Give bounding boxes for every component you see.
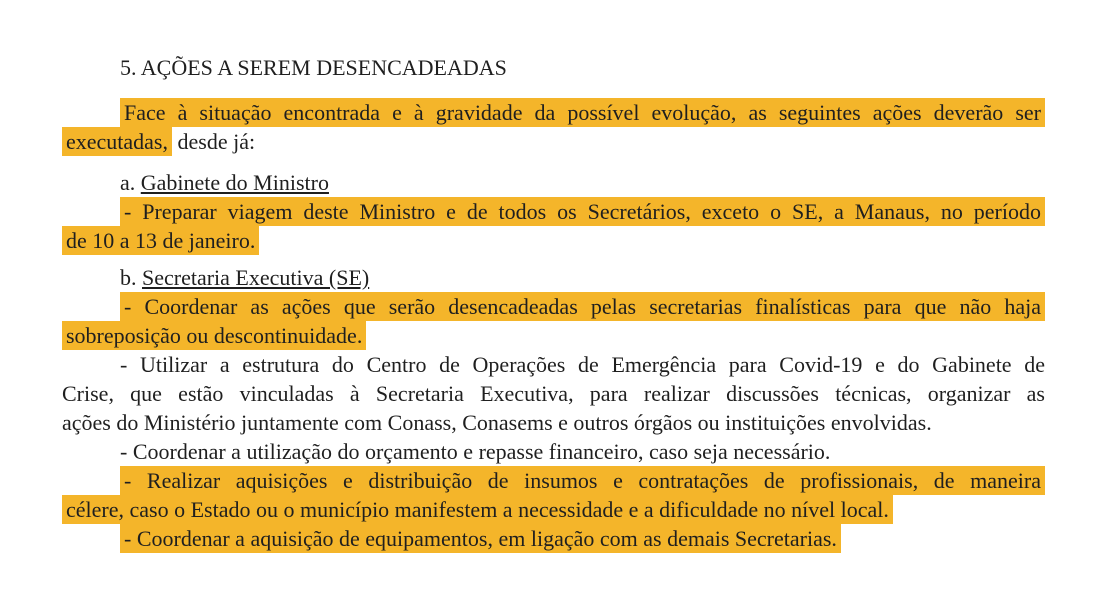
highlighted-text: sobreposição ou descontinuidade. [62,321,366,350]
item-b-line-3 [62,350,1045,379]
underlined-text: Secretaria Executiva (SE) [142,265,370,290]
item-b-line-2 [62,321,1045,350]
item-b-heading [62,263,1045,292]
text-segment: ações do Ministério juntamente com Conass, Conasems e outros órgãos ou instituições envolvidas. [62,410,932,435]
highlighted-text: executadas, [62,127,172,156]
item-b-line-1 [62,292,1045,321]
underlined-text: Gabinete do Ministro [140,170,329,195]
item-a-line-1 [62,197,1045,226]
text-segment: Crise, que estão vinculadas à Secretaria Executiva, para realizar discussões técnicas, organizar as [62,381,1045,406]
item-b-line-6 [62,437,1045,466]
item-b-line-4 [62,379,1045,408]
item-b-line-7 [62,466,1045,495]
highlighted-text: célere, caso o Estado ou o município manifestem a necessidade e a dificuldade no nível local. [62,495,893,524]
highlighted-text: Face à situação encontrada e à gravidade da possível evolução, as seguintes ações deverão ser [120,98,1045,127]
section-5-heading [62,53,1045,82]
item-b-line-5 [62,408,1045,437]
document-text-block [62,53,1045,553]
highlighted-text: de 10 a 13 de janeiro. [62,226,259,255]
text-segment: - Coordenar a utilização do orçamento e repasse financeiro, caso seja necessário. [120,439,831,464]
text-segment: b. [120,265,142,290]
text-segment: desde já: [172,129,256,154]
item-b-line-9 [62,524,1045,553]
highlighted-text: - Preparar viagem deste Ministro e de todos os Secretários, exceto o SE, a Manaus, no período [120,197,1045,226]
item-a-line-2 [62,226,1045,255]
text-segment: a. [120,170,141,195]
text-segment: 5. AÇÕES A SEREM DESENCADEADAS [120,55,507,80]
highlighted-text: - Realizar aquisições e distribuição de insumos e contratações de profissionais, de maneira [120,466,1045,495]
text-segment: - Utilizar a estrutura do Centro de Operações de Emergência para Covid-19 e do Gabinete de [120,352,1045,377]
intro-line-2 [62,127,1045,156]
intro-line-1 [62,98,1045,127]
item-b-line-8 [62,495,1045,524]
highlighted-text: - Coordenar a aquisição de equipamentos, em ligação com as demais Secretarias. [120,524,841,553]
highlighted-text: - Coordenar as ações que serão desencadeadas pelas secretarias finalísticas para que não haja [120,292,1045,321]
item-a-heading [62,168,1045,197]
